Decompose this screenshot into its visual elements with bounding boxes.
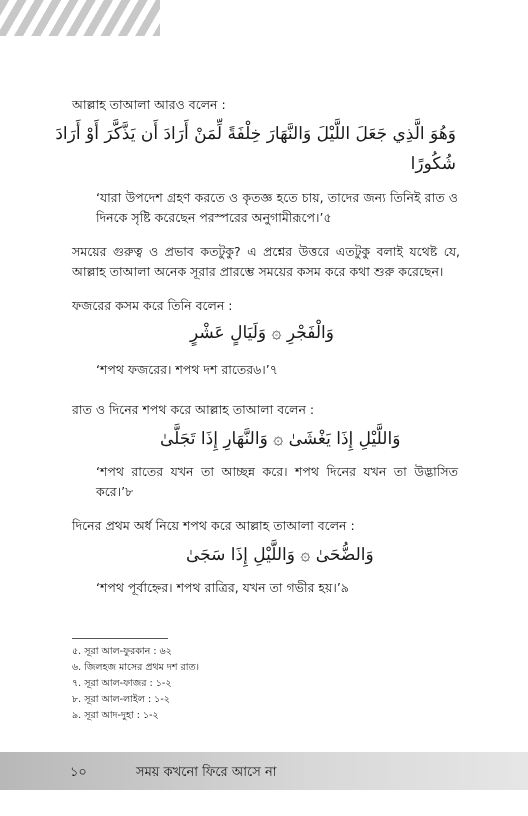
footnote-8: ৮. সূরা আল-লাইল : ১-২ xyxy=(72,694,170,705)
translation-lail: ‘শপথ রাতের যখন তা আচ্ছন্ন করে। শপথ দিনের যখন তা উদ্ভাসিত করে।’৮ xyxy=(96,464,458,499)
arabic-verse-lail: وَاللَّيْلِ إِذَا يَغْشَىٰ ۞ وَالنَّهَارِ إِذَا تَجَلَّىٰ xyxy=(160,429,401,449)
decorative-stripes xyxy=(0,0,160,36)
arabic-verse-furqan-line-2: شُكُورًا xyxy=(410,154,456,174)
footnote-7: ৭. সূরা আল-ফাজর : ১-২ xyxy=(72,678,172,689)
page-number: ১০ xyxy=(70,765,87,780)
intro-fajr: ফজরের কসম করে তিনি বলেন : xyxy=(72,298,233,313)
arabic-verse-furqan-line-1: وَهُوَ الَّذِي جَعَلَ اللَّيْلَ وَالنَّهَارَ خِلْفَةً لِّمَنْ أَرَادَ أَن يَذَّكَّرَ أَوْ أَرَادَ xyxy=(55,124,456,144)
translation-duha: ‘শপথ পূর্বাহ্নের। শপথ রাত্রির, যখন তা গভীর হয়।’৯ xyxy=(96,580,349,595)
intro-lail: রাত ও দিনের শপথ করে আল্লাহ তাআলা বলেন : xyxy=(72,402,315,417)
translation-fajr: ‘শপথ ফজরের। শপথ দশ রাতের৬।’৭ xyxy=(96,362,278,377)
footnote-divider xyxy=(72,638,168,639)
paragraph-importance-of-time: সময়ের গুরুত্ব ও প্রভাব কতটুকু? এ প্রশ্নের উত্তরে এতটুকু বলাই যথেষ্ট যে, আল্লাহ তাআলা অনেক সূরার প্রারম্ভে সময়ের কসম করে কথা শুরু করেছেন। xyxy=(72,244,460,279)
intro-line-1: আল্লাহ তাআলা আরও বলেন : xyxy=(72,97,226,112)
footnote-9: ৯. সূরা আদ-দুহা : ১-২ xyxy=(72,710,159,721)
arabic-verse-duha: وَالضُّحَىٰ ۞ وَاللَّيْلِ إِذَا سَجَىٰ xyxy=(186,545,374,565)
intro-duha: দিনের প্রথম অর্ধ নিয়ে শপথ করে আল্লাহ তাআলা বলেন : xyxy=(72,518,355,533)
translation-furqan: ‘যারা উপদেশ গ্রহণ করতে ও কৃতজ্ঞ হতে চায়, তাদের জন্য তিনিই রাত ও দিনকে সৃষ্টি করেছেন পরস্পরের অনুগামীরূপে।’৫ xyxy=(96,190,458,225)
arabic-verse-fajr: وَالْفَجْرِ ۞ وَلَيَالٍ عَشْرٍ xyxy=(190,323,334,343)
footnote-6: ৬. জিলহজ মাসের প্রথম দশ রাত। xyxy=(72,662,200,673)
page-footer xyxy=(0,752,528,790)
footnote-5: ৫. সূরা আল-ফুরকান : ৬২ xyxy=(72,646,172,657)
book-title: সময় কখনো ফিরে আসে না xyxy=(136,765,277,780)
